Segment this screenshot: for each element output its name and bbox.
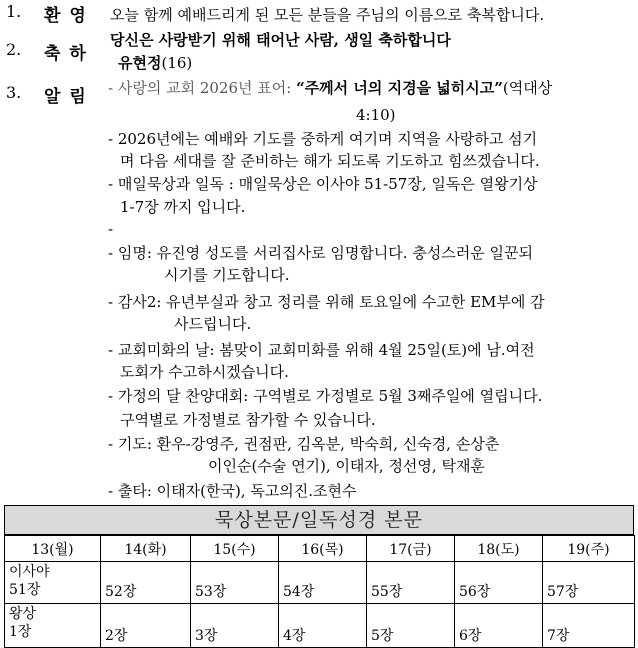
- reading-table: [4, 535, 635, 648]
- section-number-1: 1.: [6, 2, 22, 21]
- day-cell: 16(목): [279, 536, 367, 562]
- notice-prayer-line2: 이인순(수술 연기), 이태자, 정선영, 탁재훈: [208, 457, 485, 475]
- chapter-cell: [191, 562, 279, 604]
- section-title-welcome: 환영: [44, 6, 95, 26]
- motto-quote: “주께서 너의 지경을 넓히시고”: [296, 79, 503, 97]
- chapter-cell: [5, 604, 101, 648]
- day-cell: 18(도): [455, 536, 543, 562]
- chapter-cell: [101, 604, 191, 648]
- chapter-cell: [455, 604, 543, 648]
- notice-cleanup-line2: 도회가 수고하시겠습니다.: [120, 363, 289, 381]
- chapter-label: 51장: [9, 582, 41, 598]
- chapter-label: 6장: [459, 628, 482, 644]
- chapter-cell: [543, 562, 635, 604]
- chapter-cell: [101, 562, 191, 604]
- chapter-cell: [279, 604, 367, 648]
- chapter-label: 7장: [547, 628, 570, 644]
- reading-table-title: 묵상본문/일독성경 본문: [4, 505, 634, 535]
- chapter-label: 53장: [195, 584, 227, 600]
- notice-thanks-line1: - 감사2: 유년부실과 창고 정리를 위해 토요일에 수고한 EM부에 감: [108, 293, 545, 311]
- table-row: [5, 562, 635, 604]
- day-cell: 13(월): [5, 536, 101, 562]
- notice-reading-line1: - 매일묵상과 일독 : 매일묵상은 이사야 51-57장, 일독은 열왕기상: [108, 175, 538, 193]
- notice-travel: - 출타: 이태자(한국), 독고의진.조현수: [108, 482, 357, 500]
- table-day-row: [5, 536, 635, 562]
- book-name: 왕상: [9, 606, 37, 622]
- chapter-cell: [455, 562, 543, 604]
- table-row: [5, 604, 635, 648]
- chapter-label: 5장: [371, 628, 394, 644]
- chapter-cell: [367, 604, 455, 648]
- birthday-person: [118, 53, 192, 73]
- book-name: 이사야: [9, 564, 50, 580]
- chapter-label: 3장: [195, 628, 218, 644]
- chapter-label: 1장: [9, 624, 32, 640]
- chapter-label: 54장: [283, 584, 315, 600]
- birthday-name: 유현정: [118, 54, 162, 72]
- notice-thanks-line2: 사드립니다.: [174, 315, 252, 333]
- day-cell: 19(주): [543, 536, 635, 562]
- motto-reference-verse: 4:10): [356, 106, 396, 124]
- notice-praise-line1: - 가정의 달 찬양대회: 구역별로 가정별로 5월 3째주일에 열립니다.: [108, 387, 543, 405]
- chapter-label: 56장: [459, 584, 491, 600]
- day-cell: 14(화): [101, 536, 191, 562]
- chapter-cell: [367, 562, 455, 604]
- notice-empty: -: [108, 220, 114, 238]
- chapter-cell: [279, 562, 367, 604]
- birthday-message: 당신은 사랑받기 위해 태어난 사람, 생일 축하합니다: [110, 31, 451, 49]
- notice-cleanup-line1: - 교회미화의 날: 봄맞이 교회미화를 위해 4월 25일(토)에 남.여전: [108, 341, 535, 359]
- day-cell: 17(금): [367, 536, 455, 562]
- chapter-label: 57장: [547, 584, 579, 600]
- section-number-2: 2.: [6, 40, 22, 59]
- day-cell: 15(수): [191, 536, 279, 562]
- motto-reference: (역대상: [502, 79, 553, 97]
- welcome-text: 오늘 함께 예배드리게 된 모든 분들을 주님의 이름으로 축복합니다.: [110, 6, 545, 24]
- notice-vision-line1: - 2026년에는 예배와 기도를 중하게 여기며 지역을 사랑하고 섬기: [108, 130, 538, 148]
- notice-appointment-line1: - 임명: 유진영 성도를 서리집사로 임명합니다. 충성스러운 일꾼되: [108, 244, 534, 262]
- chapter-label: 55장: [371, 584, 403, 600]
- chapter-cell: [543, 604, 635, 648]
- chapter-label: 2장: [105, 628, 128, 644]
- section-number-3: 3.: [6, 83, 22, 102]
- birthday-age: (16): [161, 54, 193, 72]
- section-title-congrats: 축하: [44, 44, 95, 64]
- notice-appointment-line2: 시기를 기도합니다.: [164, 266, 290, 284]
- motto-label: - 사랑의 교회 2026년 표어:: [108, 79, 297, 97]
- chapter-label: 4장: [283, 628, 306, 644]
- chapter-cell: [191, 604, 279, 648]
- notice-reading-line2: 1-7장 까지 입니다.: [120, 198, 246, 216]
- notice-motto: [108, 78, 552, 98]
- section-title-notices: 알림: [44, 87, 95, 107]
- chapter-label: 52장: [105, 584, 137, 600]
- notice-prayer-line1: - 기도: 환우-강영주, 권점판, 김옥분, 박숙희, 신숙경, 손상춘: [108, 435, 500, 453]
- notice-vision-line2: 며 다음 세대를 잘 준비하는 해가 되도록 기도하고 힘쓰겠습니다.: [120, 152, 540, 170]
- notice-praise-line2: 구역별로 가정별로 참가할 수 있습니다.: [120, 411, 376, 429]
- chapter-cell: [5, 562, 101, 604]
